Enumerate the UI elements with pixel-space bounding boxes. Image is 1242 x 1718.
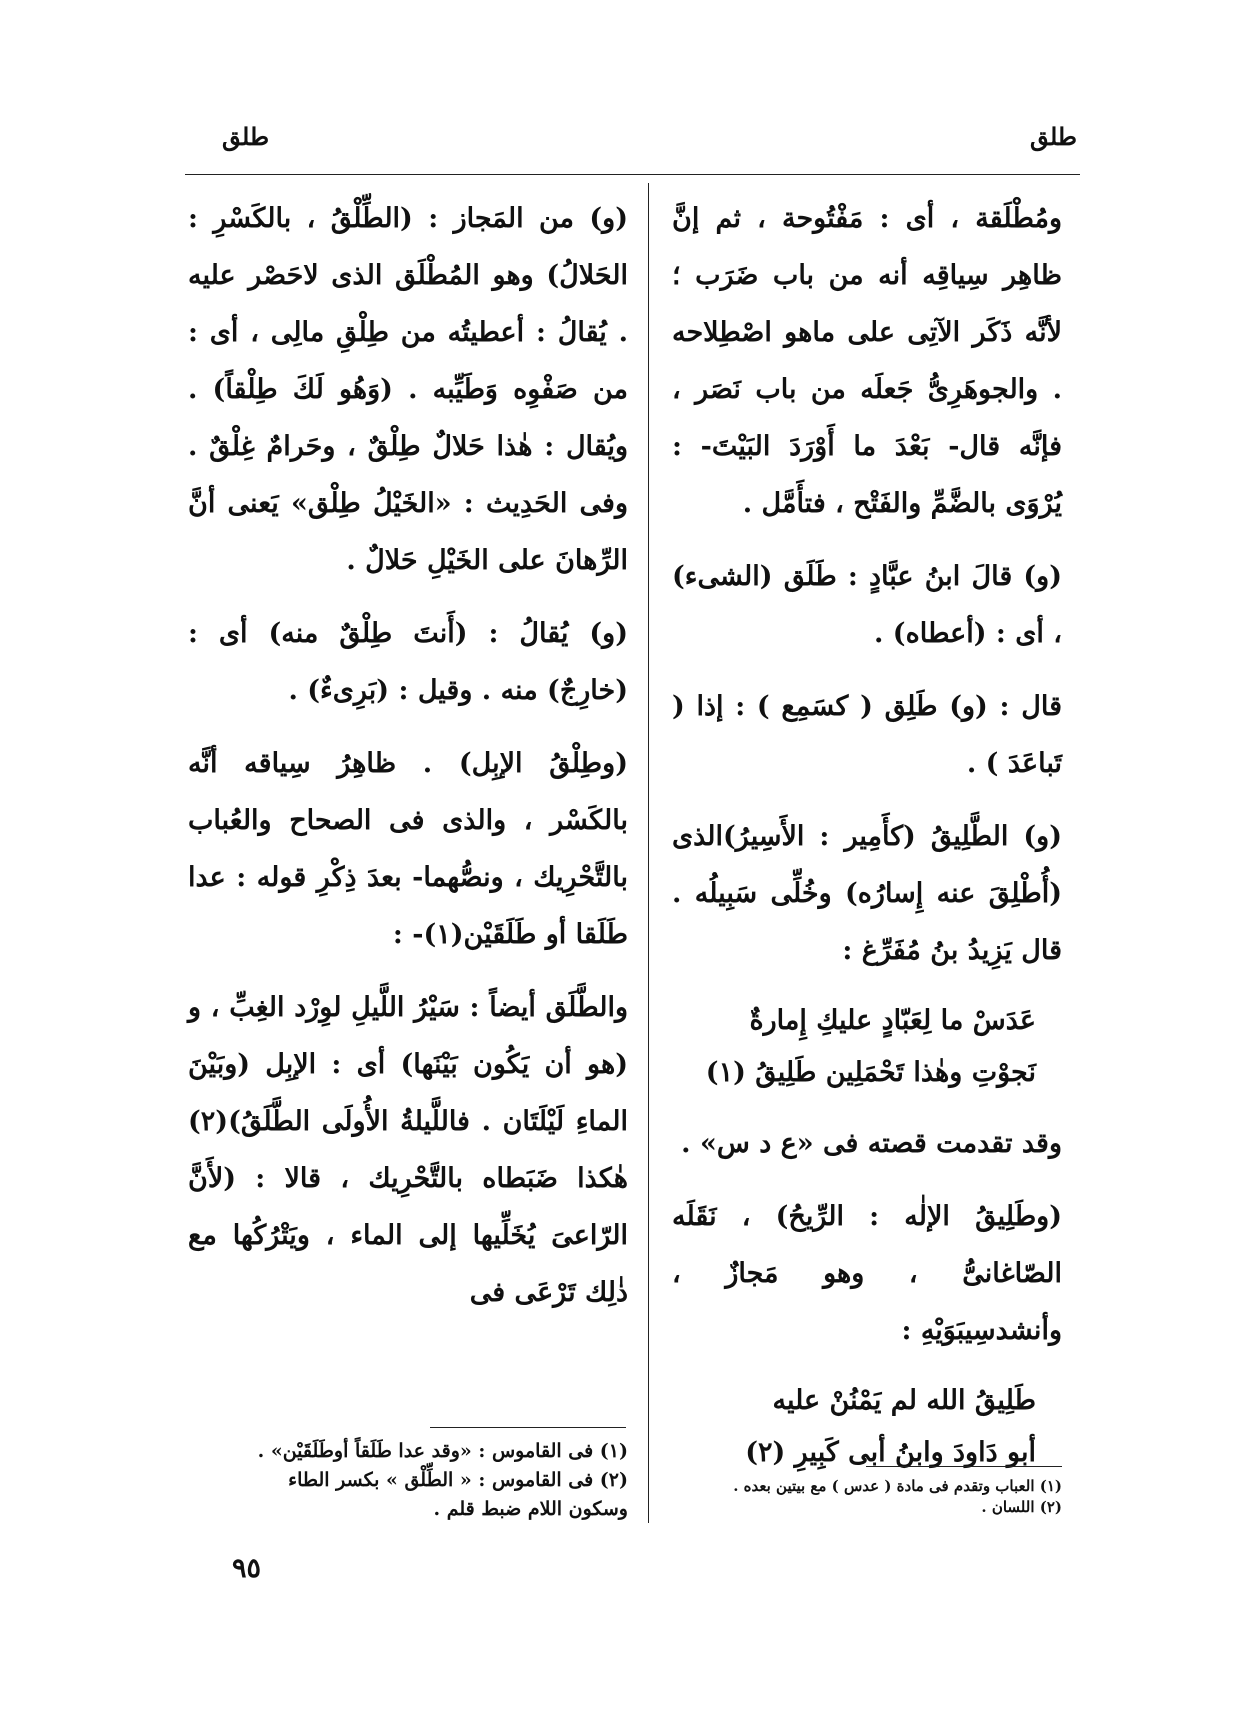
footnote-rule-left: [430, 1427, 626, 1428]
left-column: [188, 190, 628, 1337]
paragraph: (و) يُقالُ : (أَنتَ طِلْقٌ منه) أى : (خارِجٌ) منه . وقيل : (بَرِىءٌ) .: [188, 618, 628, 706]
footnote: (٢) اللسان .: [981, 1498, 1062, 1516]
paragraph: ومُطْلَقة ، أى : مَفْتُوحة ، ثم إنَّ ظاهِر سِياقِه أنه من باب ضَرَب ؛ لأنَّه ذَكَر الآتِى على ماهو اصْطِلاحه . والجوهَرِىُّ جَعلَه من باب نَصَر ، فإنَّه قال- بَعْدَ ما أَوْرَدَ البَيْتَ- : يُرْوَى بالضَّمِّ والفَتْح ، فتأَمَّل .: [672, 203, 1062, 519]
footnotes-right: [672, 1476, 1062, 1518]
paragraph: (وطِلْقُ الإبِل) . ظاهِرُ سِياقه أنَّه بالكَسْر ، والذى فى الصحاح والعُباب بالتَّحْرِيك ، ونصُّهما- بعدَ ذِكْرِ قوله : عدا طَلَقا أو طَلَقَيْن(١)- :: [188, 748, 628, 950]
running-header-right: طلق: [1029, 122, 1077, 151]
verse-hemistich: طَلِيقُ الله لم يَمْنُنْ عليه: [772, 1385, 1036, 1416]
column-divider: [648, 183, 649, 1523]
verse-hemistich: نَجوْتِ وهٰذا تَحْمَلِين طَلِيقُ (١): [705, 1057, 1036, 1088]
paragraph: والطَّلَق أيضاً : سَيْرُ اللَّيلِ لوِرْد الغِبِّ ، و (هو أن يَكُون بَيْنَها) أى : الإبِل (وبَيْنَ الماءِ لَيْلَتَان . فاللَّيلةُ الأُولَى الطَّلَقُ)(٢) هٰكذا ضَبَطاه بالتَّحْرِيك ، قالا : (لأَنَّ الرّاعىَ يُخَلِّيها إلى الماء ، ويَتْرُكُها مع ذٰلِك تَرْعَى فى: [188, 992, 628, 1308]
paragraph: (وطَلِيقُ الإلٰه : الرِّيحُ) ، نَقَلَه الصّاغانىُّ ، وهو مَجازٌ ، وأنشدسِيبَوَيْهِ :: [672, 1201, 1062, 1346]
footnote: وسكون اللام ضبط قلم .: [433, 1498, 628, 1520]
page-number: ٩٥: [232, 1553, 262, 1584]
footnote-rule-right: [866, 1466, 1062, 1467]
paragraph: قال : (و) طَلِق ( كسَمِع ) : إذا ( تَباعَدَ ) .: [672, 691, 1062, 779]
footnotes-left: [188, 1437, 628, 1524]
poetry-verse: [672, 1375, 1062, 1479]
paragraph: (و) قالَ ابنُ عبَّادٍ : طَلَق (الشىء) ، أى : (أعطاه) .: [672, 561, 1062, 649]
footnote: (١) العباب وتقدم فى مادة ( عدس ) مع بيتين بعده .: [733, 1477, 1062, 1495]
paragraph: وقد تقدمت قصته فى «ع د س» .: [681, 1128, 1062, 1159]
footnote: (٢) فى القاموس : « الطِّلْق » بكسر الطاء: [288, 1469, 628, 1491]
verse-hemistich: عَدَسْ ما لِعَبّادٍ عليكِ إِمارةٌ: [749, 1005, 1036, 1036]
running-header-left: طلق: [222, 122, 270, 151]
right-column: [672, 190, 1062, 1495]
poetry-verse: [672, 995, 1062, 1099]
footnote: (١) فى القاموس : «وقد عدا طَلَقاً أوطَلَقَيْن» .: [257, 1440, 628, 1462]
paragraph: (و) الطَّلِيقُ (كأَمِير : الأَسِيرُ)الذى (أُطْلِقَ عنه إِسارُه) وخُلِّى سَبِيلُه . قال يَزِيدُ بنُ مُفَرِّغ :: [672, 821, 1062, 966]
header-rule: [185, 174, 1080, 175]
paragraph: (و) من المَجاز : (الطِّلْقُ ، بالكَسْرِ : الحَلالُ) وهو المُطْلَق الذى لاحَصْر عليه . يُقالُ : أعطيتُه من طِلْقِ مالِى ، أى : من صَفْوِه وَطَيِّبه . (وَهُو لَكَ طِلْقاً) . ويُقال : هٰذا حَلالٌ طِلْقٌ ، وحَرامٌ غِلْقٌ . وفى الحَدِيث : «الخَيْلُ طِلْق» يَعنى أنَّ الرِّهانَ على الخَيْلِ حَلالٌ .: [188, 203, 628, 576]
verse-hemistich: أبو دَاودَ وابنُ أبى كَبِيرِ (٢): [745, 1437, 1036, 1468]
